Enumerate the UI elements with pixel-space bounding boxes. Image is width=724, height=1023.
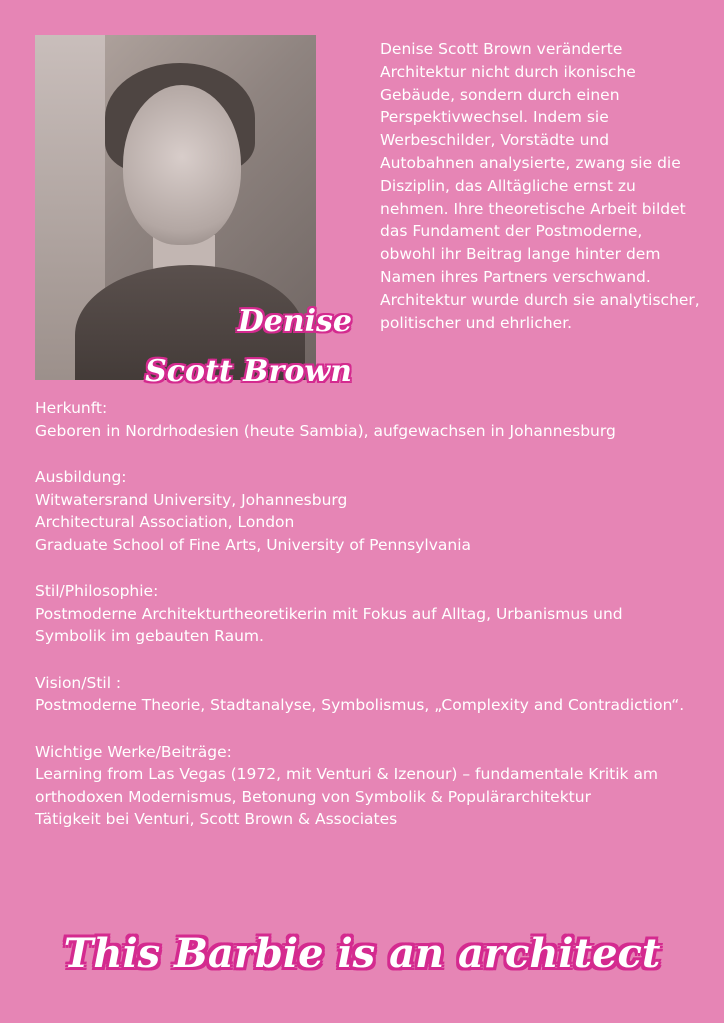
section-line: Tätigkeit bei Venturi, Scott Brown & Associates: [35, 810, 398, 828]
section-heading: Wichtige Werke/Beiträge:: [35, 742, 232, 761]
section-ausbildung: [35, 466, 695, 556]
section-heading: Vision/Stil :: [35, 673, 122, 692]
section-stil-philosophie: [35, 580, 695, 648]
name-line-2: Scott Brown: [145, 354, 352, 389]
section-line: Architectural Association, London: [35, 513, 295, 531]
intro-text: Denise Scott Brown veränderte Architektur nicht durch ikonische Gebäude, sondern durch einen Perspektivwechsel. Indem sie Werbeschilder, Vorstädte und Autobahnen analysierte, zwang sie die Disziplin, das Alltägliche ernst zu nehmen. Ihre theoretische Arbeit bildet das Fundament der Postmoderne, obwohl ihr Beitrag lange hinter dem Namen ihres Partners verschwand. Architektur wurde durch sie analytischer, politischer und ehrlicher.: [380, 40, 700, 332]
section-heading: Ausbildung:: [35, 468, 127, 486]
section-line: Postmoderne Theorie, Stadtanalyse, Symbolismus, „Complexity and Contradiction“.: [35, 696, 685, 714]
section-line: Postmoderne Architekturtheoretikerin mit Fokus auf Alltag, Urbanismus und Symbolik im gebauten Raum.: [35, 604, 623, 645]
section-line: Learning from Las Vegas (1972, mit Venturi & Izenour) – fundamentale Kritik am orthodoxen Modernismus, Betonung von Symbolik & Populärarchitektur: [35, 765, 659, 806]
section-heading: Stil/Philosophie:: [35, 582, 159, 600]
info-sections: [35, 397, 695, 855]
section-line: Witwatersrand University, Johannesburg: [35, 490, 348, 509]
section-vision-stil: [35, 672, 695, 717]
portrait-face: [123, 85, 241, 245]
section-herkunft: [35, 397, 695, 442]
footer-slogan: This Barbie is an architect: [63, 930, 661, 977]
section-heading: Herkunft:: [35, 399, 108, 417]
section-wichtige-werke: [35, 741, 695, 831]
section-line: Geboren in Nordrhodesien (heute Sambia), aufgewachsen in Johannesburg: [35, 421, 616, 440]
section-line: Graduate School of Fine Arts, University of Pennsylvania: [35, 535, 472, 554]
name-line-1: Denise: [237, 304, 352, 339]
